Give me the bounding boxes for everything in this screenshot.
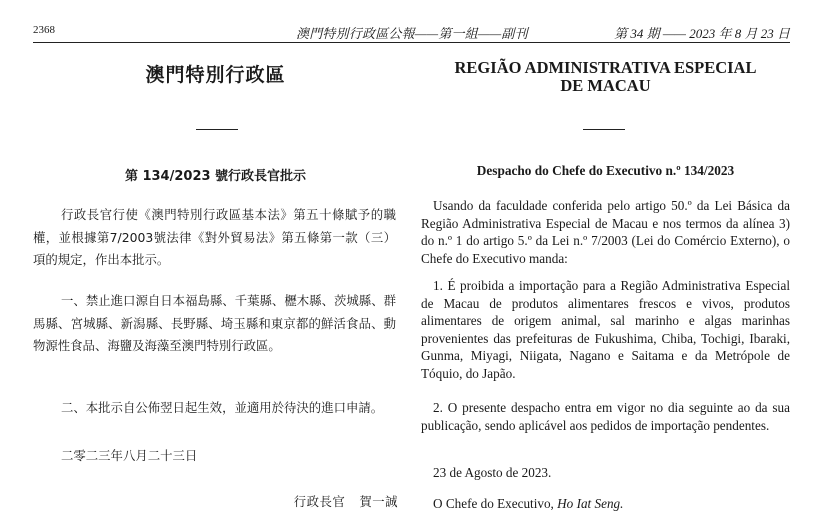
- signatory-title-pt: O Chefe do Executivo,: [433, 496, 554, 511]
- gazette-title: 澳門特別行政區公報——第一組——副刊: [296, 26, 528, 41]
- region-title-zh: 澳門特別行政區: [145, 64, 286, 86]
- page-number: 2368: [33, 24, 55, 36]
- signatory-name-pt: Ho Iat Seng.: [557, 496, 624, 511]
- signature-pt: [433, 496, 623, 512]
- paragraph-preamble-zh: 行政長官行使《澳門特別行政區基本法》第五十條賦予的職權，並根據第7/2003號法律《對外貿易法》第五條第一款（三）項的規定，作出本批示。: [33, 207, 396, 267]
- date-pt: 23 de Agosto de 2023.: [433, 465, 552, 480]
- paragraph-article-2-pt: 2. O presente despacho entra em vigor no dia seguinte ao da sua publicação, sendo aplicável aos pedidos de importação pendentes.: [421, 400, 790, 433]
- paragraph-article-2-zh: 二、本批示自公佈翌日起生效，並適用於待決的進口申請。: [61, 400, 384, 415]
- divider-rule-pt: [583, 129, 625, 130]
- date-zh: 二零二三年八月二十三日: [61, 448, 198, 463]
- signatory-name-zh: 賀一誠: [359, 494, 398, 509]
- dispatch-heading-pt: Despacho do Chefe do Executivo n.º 134/2023: [476, 163, 735, 178]
- region-title-pt: [421, 59, 790, 95]
- paragraph-article-1-pt: 1. É proibida a importação para a Região Administrativa Especial de Macau de produtos alimentares frescos e vivos, produtos alimentares de origem animal, sal marinho e algas marinhas provenientes das prefeituras de Fukushima, Chiba, Tochigi, Ibaraki, Gunma, Miyagi, Niigata, Nagano e Saitama e da Metrópole de Tóquio, do Japão.: [421, 278, 790, 381]
- paragraph-preamble-pt: Usando da faculdade conferida pelo artigo 50.º da Lei Básica da Região Administrativa Especial de Macau e nos termos da alínea 3) do n.º 1 do artigo 5.º da Lei n.º 7/2003 (Lei do Comércio Externo), o Chefe do Executivo manda:: [421, 198, 790, 266]
- issue-date: 第 34 期 —— 2023 年 8 月 23 日: [614, 26, 790, 41]
- divider-rule-zh: [196, 129, 238, 130]
- paragraph-article-1-zh: 一、禁止進口源自日本福島縣、千葉縣、櫪木縣、茨城縣、群馬縣、宮城縣、新潟縣、長野縣、埼玉縣和東京都的鮮活食品、動物源性食品、海鹽及海藻至澳門特別行政區。: [33, 293, 396, 353]
- region-title-pt-line-2: DE MACAU: [560, 76, 651, 95]
- page-header: [33, 20, 790, 43]
- signatory-title-zh: 行政長官: [293, 494, 346, 509]
- region-title-pt-line-1: REGIÃO ADMINISTRATIVA ESPECIAL: [454, 58, 757, 77]
- dispatch-heading-zh: 第 134/2023 號行政長官批示: [124, 169, 307, 184]
- signature-zh: [294, 492, 398, 510]
